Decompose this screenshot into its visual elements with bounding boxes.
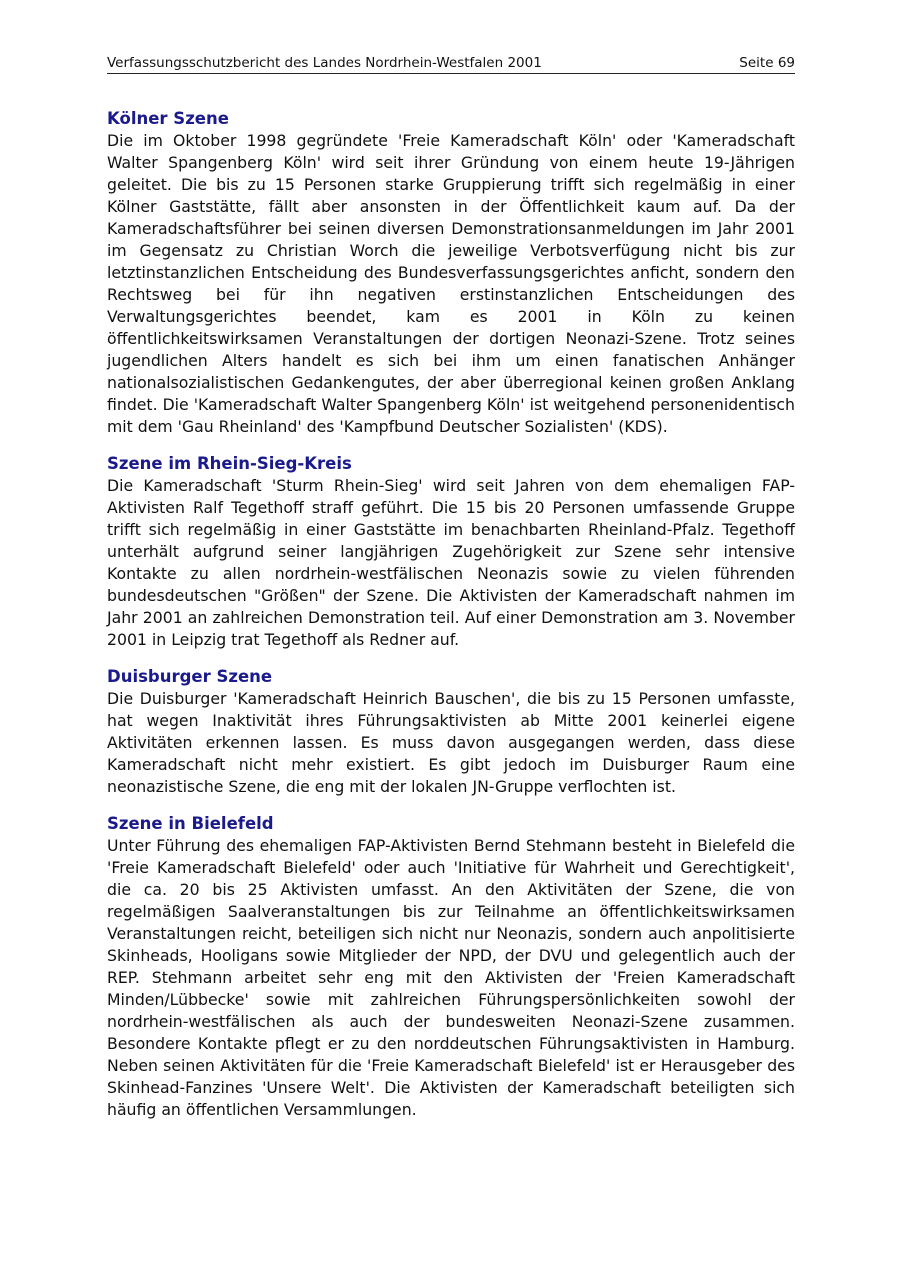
- section-heading: Szene im Rhein-Sieg-Kreis: [107, 454, 352, 473]
- section-paragraph: Die im Oktober 1998 gegründete 'Freie Kameradschaft Köln' oder 'Kameradschaft Walter Spangenberg Köln' wird seit ihrer Gründung von einem heute 19-Jährigen geleitet. Die bis zu 15 Personen starke Gruppierung trifft sich regelmäßig in einer Kölner Gaststätte, fällt aber ansonsten in der Öffentlichkeit kaum auf. Da der Kameradschaftsführer bei seinen diversen Demonstrationsanmeldungen im Jahr 2001 im Gegensatz zu Christian Worch die jeweilige Verbotsverfügung nicht bis zur letztinstanzlichen Entscheidung des Bundesverfassungsgerichtes anficht, sondern den Rechtsweg bei für ihn negativen erstinstanzlichen Entscheidungen des Verwaltungsgerichtes beendet, kam es 2001 in Köln zu keinen öffentlichkeitswirksamen Veranstaltungen der dortigen Neonazi-Szene. Trotz seines jugendlichen Alters handelt es sich bei ihm um einen fanatischen Anhänger nationalsozialistischen Gedankengutes, der aber überregional keinen großen Anklang findet. Die 'Kameradschaft Walter Spangenberg Köln' ist weitgehend personenidentisch mit dem 'Gau Rheinland' des 'Kampfbund Deutscher Sozialisten' (KDS).: [107, 131, 795, 436]
- section-heading: Szene in Bielefeld: [107, 814, 274, 833]
- running-header: [107, 53, 795, 74]
- section-duisburger-szene: [107, 666, 795, 798]
- section-heading: Duisburger Szene: [107, 667, 273, 686]
- report-title: Verfassungsschutzbericht des Landes Nordrhein-Westfalen 2001: [107, 55, 542, 71]
- section-heading: Kölner Szene: [107, 109, 229, 128]
- section-paragraph: Die Duisburger 'Kameradschaft Heinrich Bauschen', die bis zu 15 Personen umfasste, hat wegen Inaktivität ihres Führungsaktivisten ab Mitte 2001 keinerlei eigene Aktivitäten erkennen lassen. Es muss davon ausgegangen werden, dass diese Kameradschaft nicht mehr existiert. Es gibt jedoch im Duisburger Raum eine neonazistische Szene, die eng mit der lokalen JN-Gruppe verflochten ist.: [107, 689, 795, 796]
- section-rhein-sieg-kreis: [107, 453, 795, 651]
- section-paragraph: Die Kameradschaft 'Sturm Rhein-Sieg' wird seit Jahren von dem ehemaligen FAP-Aktivisten Ralf Tegethoff straff geführt. Die 15 bis 20 Personen umfassende Gruppe trifft sich regelmäßig in einer Gaststätte im benachbarten Rheinland-Pfalz. Tegethoff unterhält aufgrund seiner langjährigen Zugehörigkeit zur Szene sehr intensive Kontakte zu allen nordrhein-westfälischen Neonazis sowie zu vielen führenden bundesdeutschen "Größen" der Szene. Die Aktivisten der Kameradschaft nahmen im Jahr 2001 an zahlreichen Demonstration teil. Auf einer Demonstration am 3. November 2001 in Leipzig trat Tegethoff als Redner auf.: [107, 476, 795, 649]
- page-content: [107, 108, 795, 1136]
- section-koelner-szene: [107, 108, 795, 438]
- section-paragraph: Unter Führung des ehemaligen FAP-Aktivisten Bernd Stehmann besteht in Bielefeld die 'Freie Kameradschaft Bielefeld' oder auch 'Initiative für Wahrheit und Gerechtigkeit', die ca. 20 bis 25 Aktivisten umfasst. An den Aktivitäten der Szene, die von regelmäßigen Saalveranstaltungen bis zur Teilnahme an öffentlichkeitswirksamen Veranstaltungen reicht, beteiligen sich nicht nur Neonazis, sondern auch anpolitisierte Skinheads, Hooligans sowie Mitglieder der NPD, der DVU und gelegentlich auch der REP. Stehmann arbeitet sehr eng mit den Aktivisten der 'Freien Kameradschaft Minden/Lübbecke' sowie mit zahlreichen Führungspersönlichkeiten sowohl der nordrhein-westfälischen als auch der bundesweiten Neonazi-Szene zusammen. Besondere Kontakte pflegt er zu den norddeutschen Führungsaktivisten in Hamburg. Neben seinen Aktivitäten für die 'Freie Kameradschaft Bielefeld' ist er Herausgeber des Skinhead-Fanzines 'Unsere Welt'. Die Aktivisten der Kameradschaft beteiligten sich häufig an öffentlichen Versammlungen.: [107, 836, 795, 1119]
- section-bielefeld: [107, 813, 795, 1121]
- page-number: Seite 69: [739, 55, 795, 71]
